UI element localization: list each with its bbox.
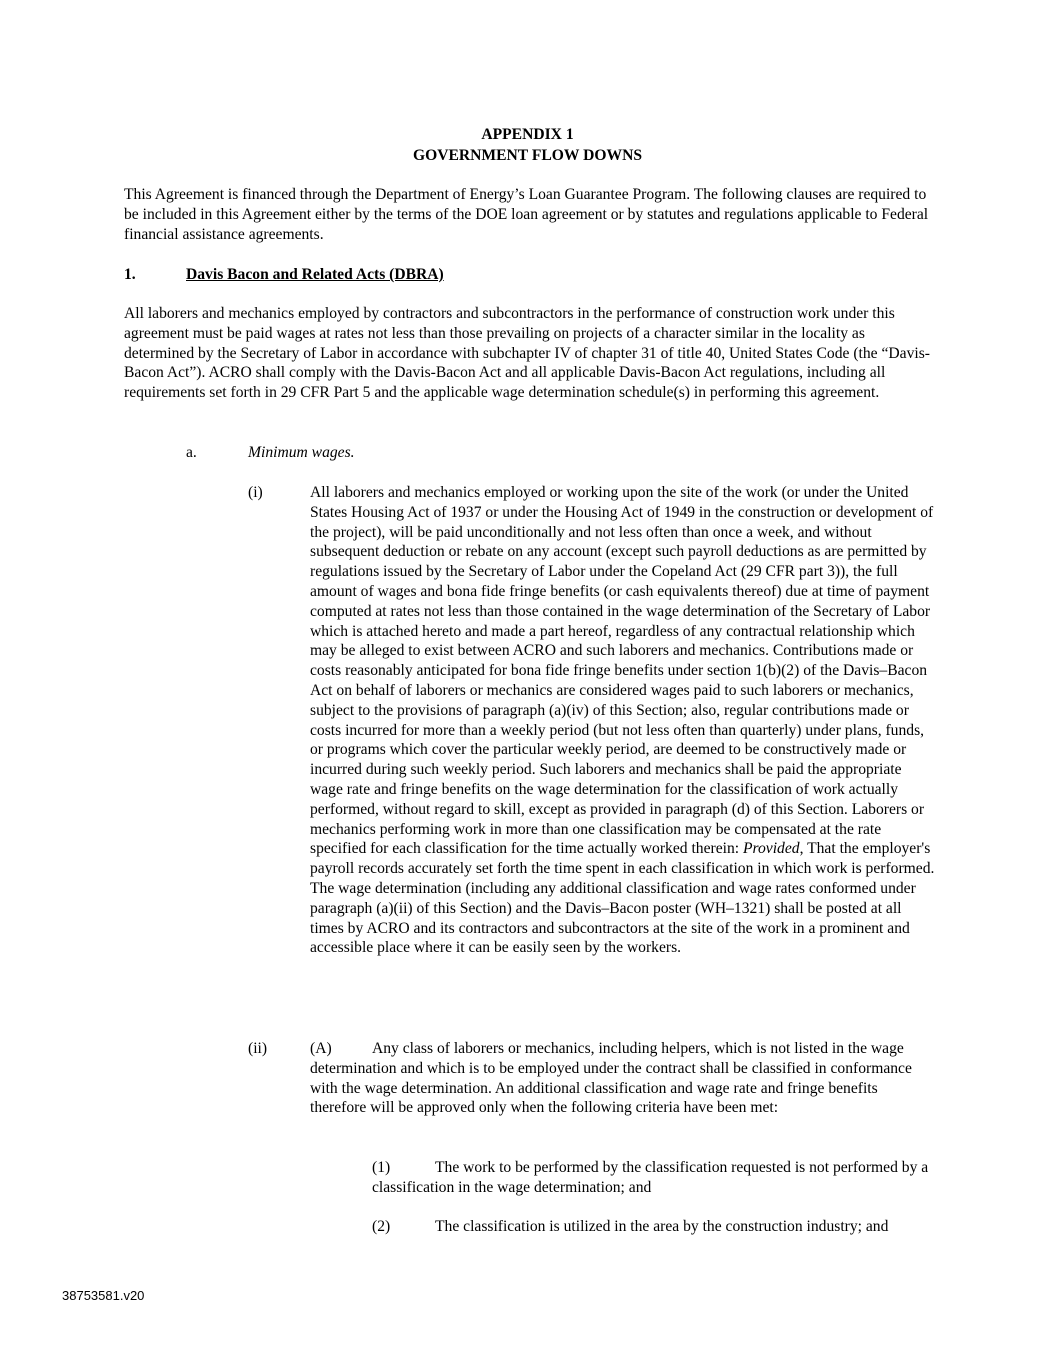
item-i-label: (i) [248,484,263,501]
criteria-text: The classification is utilized in the area by the construction industry; and [435,1218,889,1235]
item-ii-paragraph [310,1039,935,1118]
intro-paragraph: This Agreement is financed through the Department of Energy’s Loan Guarantee Program. The following clauses are required to be included in this Agreement either by the terms of the DOE loan agreement or by statutes and regulations applicable to Federal financial assistance agreements. [124,186,929,243]
section-title: Davis Bacon and Related Acts (DBRA) [186,266,444,283]
item-ii-label: (ii) [248,1040,268,1057]
criteria-text: The work to be performed by the classification requested is not performed by a classification in the wage determination; and [372,1159,929,1196]
appendix-subtitle: GOVERNMENT FLOW DOWNS [412,147,643,164]
item-i-text-after: , That the employer's payroll records accurately set forth the time spent in each classification in which work is performed. The wage determination (including any additional classification and wage rates conformed under paragraph (a)(ii) of this Section) and the Davis–Bacon poster (WH–1321) shall be posted at all times by ACRO and its contractors and subcontractors at the site of the work in a prominent and accessible place where it can be easily seen by the workers. [310,840,935,957]
subsection-label: a. [186,444,197,461]
provided-emphasis: Provided [742,840,800,858]
criteria-item [372,1158,935,1198]
criteria-label: (1) [372,1159,391,1176]
document-id-footer: 38753581.v20 [62,1288,145,1303]
criteria-label: (2) [372,1218,391,1235]
section-body: All laborers and mechanics employed by contractors and subcontractors in the performance of construction work under this agreement must be paid wages at rates not less than those prevailing on projects of a character similar in the locality as determined by the Secretary of Labor in accordance with subchapter IV of chapter 31 of title 40, United States Code (the “Davis-Bacon Act”). ACRO shall comply with the Davis-Bacon Act and all applicable Davis-Bacon Act regulations, including all requirements set forth in 29 CFR Part 5 and the applicable wage determination schedule(s) in performing this agreement. [124,305,930,402]
item-i-text-before: All laborers and mechanics employed or working upon the site of the work (or under the United States Housing Act of 1937 or under the Housing Act of 1949 in the construction or development of the project), will be paid unconditionally and not less often than once a week, and without subsequent deduction or rebate on any account (except such payroll deductions as are permitted by regulations issued by the Secretary of Labor under the Copeland Act (29 CFR part 3)), the full amount of wages and bona fide fringe benefits (or cash equivalents thereof) due at time of payment computed at rates not less than those contained in the wage determination of the Secretary of Labor which is attached hereto and made a part hereof, regardless of any contractual relationship which may be alleged to exist between ACRO and such laborers and mechanics. Contributions made or costs reasonably anticipated for bona fide fringe benefits under section 1(b)(2) of the Davis–Bacon Act on behalf of laborers or mechanics are considered wages paid to such laborers or mechanics, subject to the provisions of paragraph (a)(iv) of this Section; also, regular contributions made or costs incurred for more than a weekly period (but not less often than quarterly) under plans, funds, or programs which cover the particular weekly period, are deemed to be constructively made or incurred during such weekly period. Such laborers and mechanics shall be paid the appropriate wage rate and fringe benefits on the wage determination for the classification of work actually performed, without regard to skill, except as provided in paragraph (d) of this Section. Laborers or mechanics performing work in more than one classification may be compensated at the rate specified for each classification for the time actually worked therein: [310,484,934,858]
item-ii-sub-label: (A) [310,1040,332,1057]
subsection-title: Minimum wages. [248,444,355,461]
item-i-paragraph [310,483,935,958]
criteria-item [372,1217,935,1237]
section-number: 1. [124,266,136,283]
appendix-title: APPENDIX 1 [481,126,574,143]
item-ii-text: Any class of laborers or mechanics, including helpers, which is not listed in the wage determination and which is to be employed under the contract shall be classified in conformance with the wage determination. An additional classification and wage rate and fringe benefits therefore will be approved only when the following criteria have been met: [310,1040,912,1117]
